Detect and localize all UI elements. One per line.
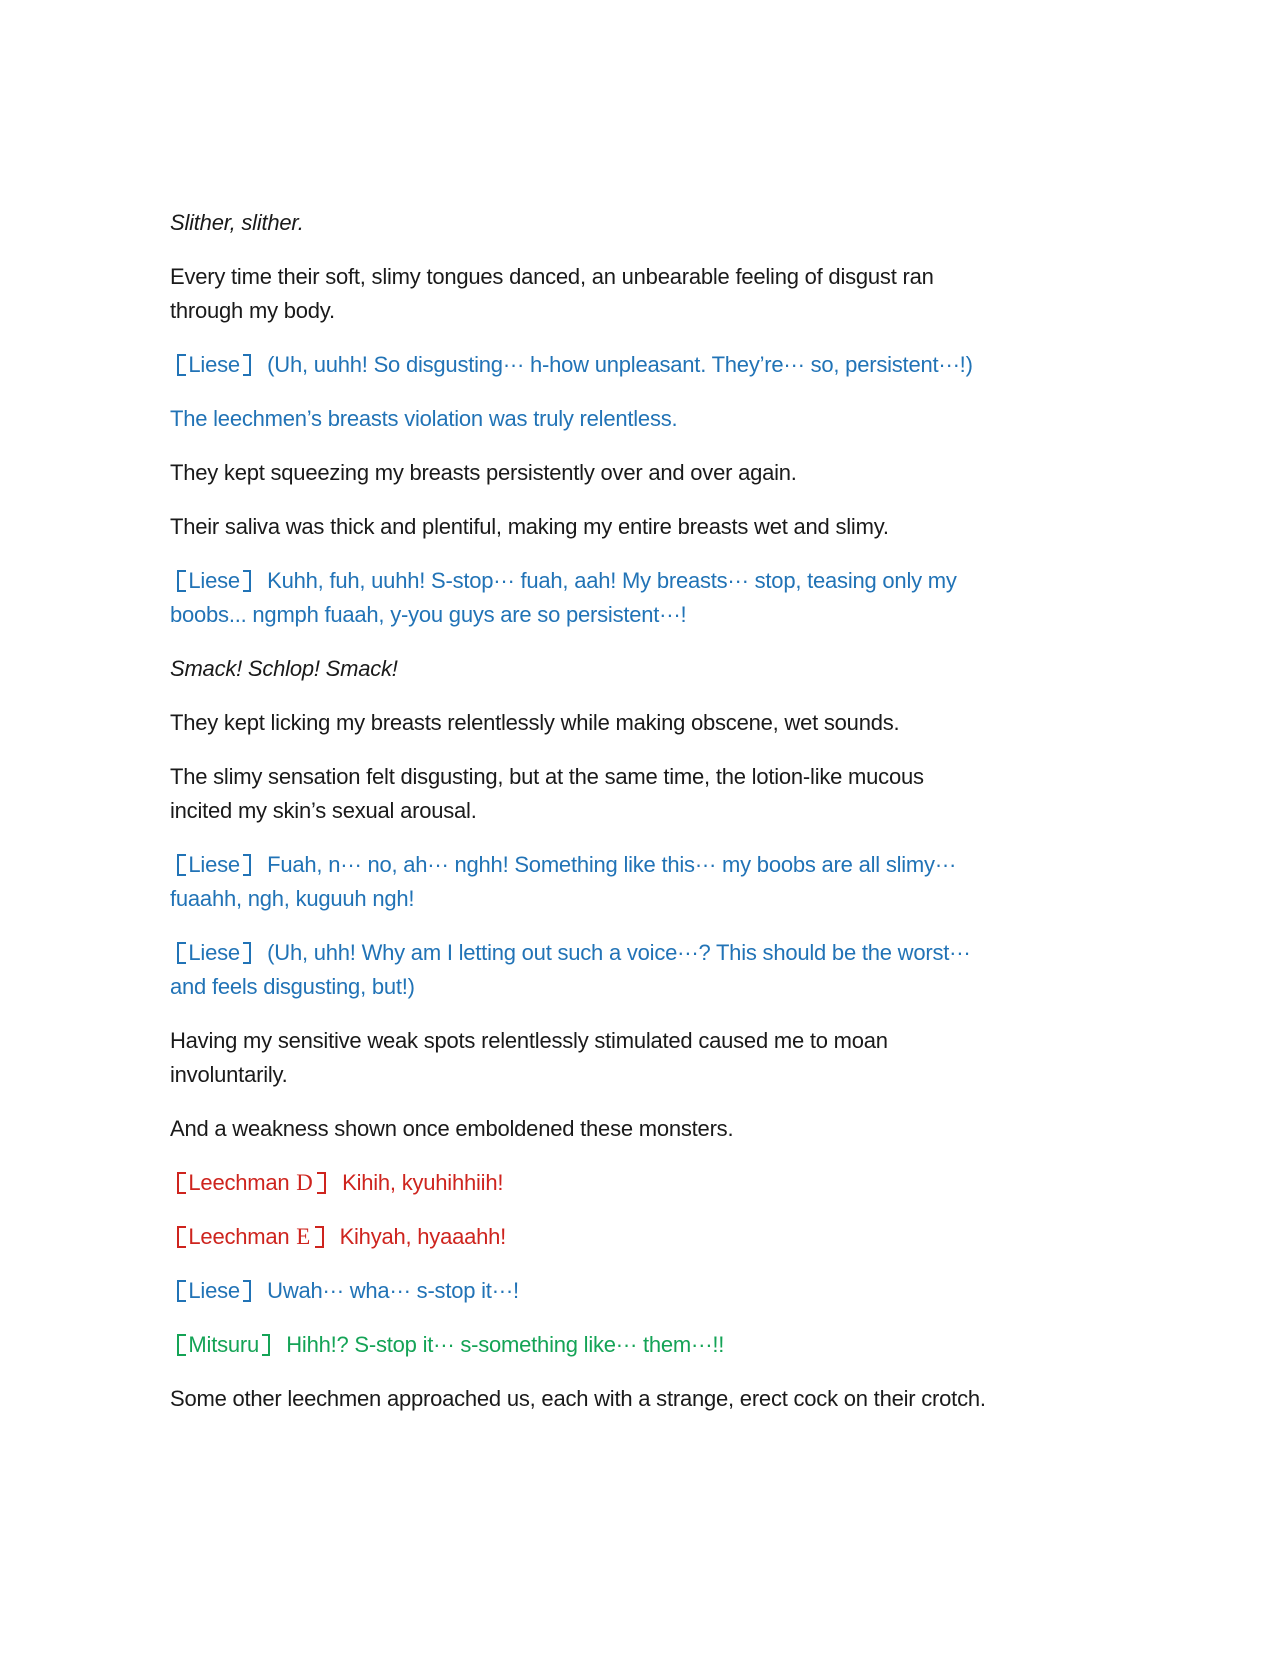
text-line: Their saliva was thick and plentiful, making my entire breasts wet and slimy. — [170, 514, 889, 539]
text-line: They kept squeezing my breasts persistently over and over again. — [170, 460, 797, 485]
dialogue-text: Hihh!? S-stop it··· s-something like··· them···!! — [286, 1332, 725, 1357]
speaker-name: Liese — [188, 568, 240, 593]
dialogue-line — [170, 1220, 1110, 1254]
paragraph — [170, 1112, 1110, 1146]
paragraph — [170, 402, 1110, 436]
lenticular-bracket-open-icon — [177, 1226, 186, 1248]
lenticular-bracket-open-icon — [177, 942, 186, 964]
dialogue-line — [170, 348, 1110, 382]
paragraph-dialogue — [170, 1274, 1110, 1308]
dialogue-line: and feels disgusting, but!) — [170, 974, 415, 999]
speaker-name: Mitsuru — [188, 1332, 260, 1357]
dialogue-text: (Uh, uuhh! So disgusting··· h-how unpleasant. They’re··· so, persistent···!) — [267, 352, 973, 377]
speaker-letter: D — [296, 1170, 313, 1195]
dialogue-line — [170, 1328, 1110, 1362]
dialogue-text: Kuhh, fuh, uuhh! S-stop··· fuah, aah! My breasts··· stop, teasing only my — [267, 568, 957, 593]
text-line: Having my sensitive weak spots relentlessly stimulated caused me to moan — [170, 1028, 888, 1053]
paragraph — [170, 510, 1110, 544]
lenticular-bracket-close-icon — [243, 1280, 252, 1302]
dialogue-text: Kihyah, hyaaahh! — [339, 1224, 507, 1249]
paragraph — [170, 760, 1110, 828]
paragraph-dialogue — [170, 1166, 1110, 1200]
dialogue-text: Fuah, n··· no, ah··· nghh! Something like this··· my boobs are all slimy··· — [267, 852, 957, 877]
paragraph-dialogue — [170, 1220, 1110, 1254]
text-line: Slither, slither. — [170, 210, 304, 235]
paragraph-sfx — [170, 652, 1110, 686]
text-line: Smack! Schlop! Smack! — [170, 656, 398, 681]
dialogue-text: (Uh, uhh! Why am I letting out such a voice···? This should be the worst··· — [267, 940, 971, 965]
dialogue-line — [170, 564, 1110, 598]
speaker-name: Liese — [188, 1278, 240, 1303]
dialogue-line: boobs... ngmph fuaah, y-you guys are so persistent···! — [170, 602, 687, 627]
paragraph-sfx — [170, 206, 1110, 240]
paragraph — [170, 1382, 1110, 1416]
paragraph — [170, 706, 1110, 740]
lenticular-bracket-open-icon — [177, 1172, 186, 1194]
dialogue-text: Kihih, kyuhihhiih! — [342, 1170, 504, 1195]
dialogue-line — [170, 1274, 1110, 1308]
speaker-name: Liese — [188, 852, 240, 877]
lenticular-bracket-close-icon — [243, 942, 252, 964]
text-line: They kept licking my breasts relentlessly while making obscene, wet sounds. — [170, 710, 900, 735]
text-line: incited my skin’s sexual arousal. — [170, 798, 477, 823]
paragraph — [170, 260, 1110, 328]
lenticular-bracket-close-icon — [317, 1172, 326, 1194]
text-line: And a weakness shown once emboldened these monsters. — [170, 1116, 734, 1141]
speaker-letter: E — [296, 1224, 311, 1249]
text-line: Some other leechmen approached us, each with a strange, erect cock on their crotch. — [170, 1386, 986, 1411]
paragraph-dialogue — [170, 564, 1110, 632]
speaker-name: Leechman — [188, 1224, 290, 1249]
dialogue-line — [170, 1166, 1110, 1200]
paragraph-dialogue — [170, 1328, 1110, 1362]
lenticular-bracket-close-icon — [315, 1226, 324, 1248]
text-line: Every time their soft, slimy tongues danced, an unbearable feeling of disgust ran — [170, 264, 934, 289]
dialogue-line: fuaahh, ngh, kuguuh ngh! — [170, 886, 415, 911]
speaker-name: Liese — [188, 352, 240, 377]
paragraph — [170, 456, 1110, 490]
paragraph — [170, 1024, 1110, 1092]
text-line: The leechmen’s breasts violation was truly relentless. — [170, 406, 678, 431]
lenticular-bracket-open-icon — [177, 854, 186, 876]
lenticular-bracket-close-icon — [262, 1334, 271, 1356]
dialogue-line — [170, 848, 1110, 882]
speaker-name: Liese — [188, 940, 240, 965]
lenticular-bracket-close-icon — [243, 570, 252, 592]
dialogue-text: Uwah··· wha··· s-stop it···! — [267, 1278, 519, 1303]
lenticular-bracket-open-icon — [177, 1280, 186, 1302]
lenticular-bracket-open-icon — [177, 1334, 186, 1356]
text-line: The slimy sensation felt disgusting, but at the same time, the lotion-like mucous — [170, 764, 924, 789]
dialogue-line — [170, 936, 1110, 970]
paragraph-dialogue — [170, 348, 1110, 382]
paragraph-dialogue — [170, 936, 1110, 1004]
speaker-name: Leechman — [188, 1170, 290, 1195]
text-line: through my body. — [170, 298, 335, 323]
lenticular-bracket-open-icon — [177, 354, 186, 376]
lenticular-bracket-close-icon — [243, 354, 252, 376]
paragraph-dialogue — [170, 848, 1110, 916]
lenticular-bracket-open-icon — [177, 570, 186, 592]
text-line: involuntarily. — [170, 1062, 288, 1087]
lenticular-bracket-close-icon — [243, 854, 252, 876]
